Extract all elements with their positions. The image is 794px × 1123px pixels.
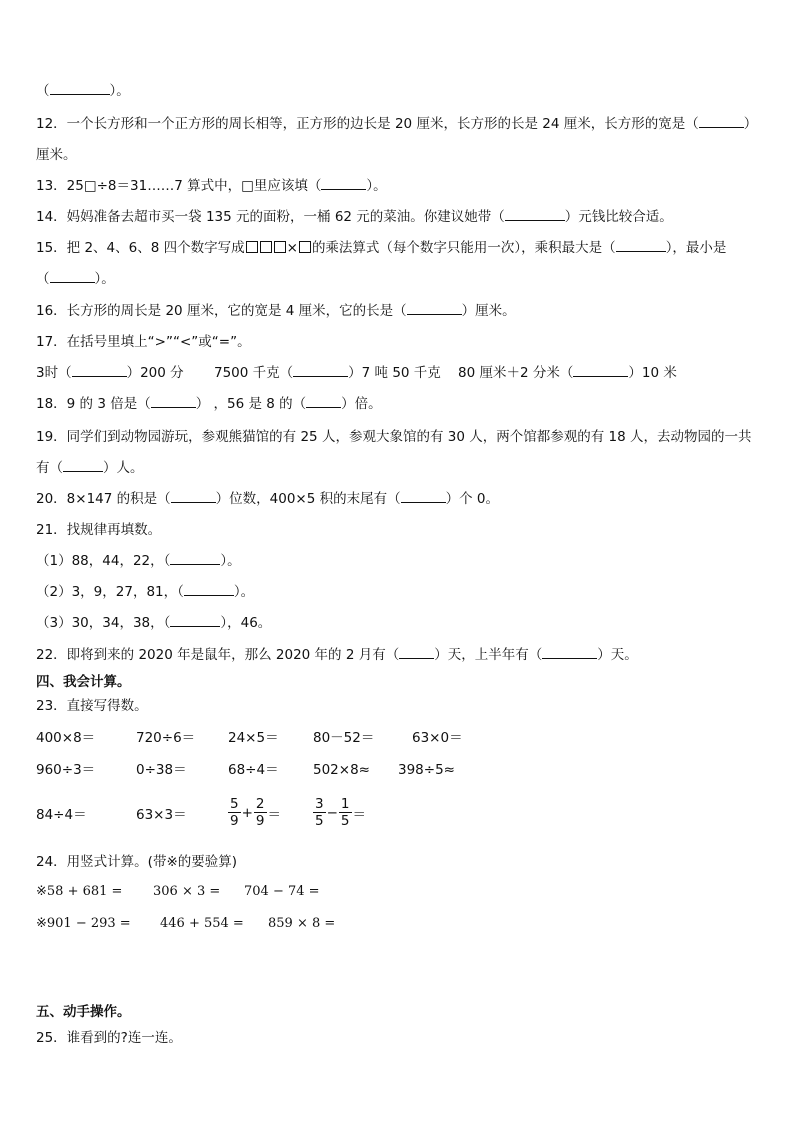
box-square-icon [299, 241, 311, 253]
question-20 [36, 490, 499, 508]
question-18 [36, 395, 382, 413]
answer-blank[interactable] [573, 364, 628, 377]
question-15-line2 [36, 270, 115, 288]
equals: ＝ [267, 806, 281, 823]
fraction-expression-1 [228, 796, 282, 829]
question-text: 厘米。 [36, 147, 77, 163]
text: ）10 米 [628, 365, 677, 381]
answer-blank[interactable] [407, 302, 462, 315]
answer-blank[interactable] [63, 459, 103, 472]
question-12-line2 [36, 146, 77, 164]
vertical-calc-item: 704 − 74 = [244, 884, 320, 899]
question-19-line2 [36, 459, 144, 477]
question-text: 16．长方形的周长是 20 厘米，它的宽是 4 厘米，它的长是（ [36, 303, 407, 319]
answer-blank[interactable] [699, 115, 744, 128]
calc-item: 24×5＝ [228, 730, 279, 746]
question-21-item-2 [36, 583, 254, 601]
fraction: $\frac{2}{9}$ [255, 796, 265, 829]
text: × [286, 240, 298, 256]
question-22 [36, 646, 638, 664]
calc-item: 502×8≈ [313, 762, 370, 778]
question-text: 19．同学们到动物园游玩，参观熊猫馆的有 25 人，参观大象馆的有 30 人，两个馆都参观的有 18 人，去动物园的一共 [36, 429, 752, 445]
question-text: 25．谁看到的?连一连。 [36, 1030, 182, 1046]
calc-item: 68÷4＝ [228, 762, 279, 778]
answer-blank[interactable] [293, 364, 348, 377]
calc-item: 400×8＝ [36, 730, 96, 746]
question-text: 的乘法算式（每个数字只能用一次），乘积最大是（ [311, 240, 616, 256]
text: ），46。 [220, 615, 272, 631]
answer-blank[interactable] [50, 82, 110, 95]
equals: ＝ [352, 806, 366, 823]
text: ）倍。 [341, 396, 382, 412]
answer-blank[interactable] [171, 490, 216, 503]
question-19 [36, 428, 751, 446]
text: ） [743, 116, 758, 132]
question-text: 18．9 的 3 倍是（ [36, 396, 151, 412]
answer-blank[interactable] [616, 239, 666, 252]
calc-item: 960÷3＝ [36, 762, 96, 778]
q11-tail [36, 82, 130, 100]
question-24 [36, 853, 237, 871]
question-17-item-1 [36, 364, 184, 382]
text: （1）88，44，22，（ [36, 553, 171, 569]
question-21-item-3 [36, 614, 271, 632]
text: ）天，上半年有（ [434, 647, 543, 663]
question-text: 15．把 2、4、6、8 四个数字写成 [36, 240, 245, 256]
answer-blank[interactable] [306, 395, 341, 408]
calc-item: 398÷5≈ [398, 762, 455, 778]
question-23 [36, 697, 148, 715]
calc-item: 0÷38＝ [136, 762, 187, 778]
question-12 [36, 115, 757, 133]
question-21 [36, 521, 161, 539]
answer-blank[interactable] [151, 395, 196, 408]
answer-blank[interactable] [170, 552, 220, 565]
vertical-calc-item: 859 × 8 = [268, 916, 336, 931]
fraction: $\frac{5}{9}$ [230, 796, 239, 829]
text: ）200 分 [126, 365, 184, 381]
question-17 [36, 333, 251, 351]
text: 有（ [36, 460, 63, 476]
text: ）。 [220, 553, 241, 569]
text: ）。 [94, 271, 115, 287]
calc-item: 84÷4＝ [36, 807, 87, 823]
answer-blank[interactable] [399, 646, 434, 659]
text: ）天。 [597, 647, 638, 663]
question-text: 13．25□÷8＝31……7 算式中，□里应该填（ [36, 178, 322, 194]
text: ）厘米。 [461, 303, 516, 319]
vertical-calc-item: 446 + 554 = [160, 916, 244, 931]
text: ）。 [109, 83, 130, 99]
text: （ [36, 83, 50, 99]
question-14 [36, 208, 673, 226]
answer-blank[interactable] [170, 614, 220, 627]
operator: − [326, 804, 338, 821]
question-text: 12．一个长方形和一个正方形的周长相等，正方形的边长是 20 厘米，长方形的长是 24 厘米，长方形的宽是（ [36, 116, 699, 132]
fraction-expression-2 [313, 796, 367, 829]
text: ），最小是 [665, 240, 727, 256]
question-text: 17．在括号里填上“>”“<”或“=”。 [36, 334, 251, 350]
question-25 [36, 1029, 182, 1047]
answer-blank[interactable] [505, 208, 565, 221]
question-text: 21．找规律再填数。 [36, 522, 162, 538]
answer-blank[interactable] [184, 583, 234, 596]
vertical-calc-item: ※58 + 681 = [36, 884, 123, 899]
text: 3时（ [36, 365, 72, 381]
question-15 [36, 239, 726, 257]
text: ）人。 [103, 460, 144, 476]
answer-blank[interactable] [50, 270, 95, 283]
vertical-calc-item: ※901 − 293 = [36, 916, 131, 931]
text: ）个 0。 [445, 491, 499, 507]
text: 80 厘米＋2 分米（ [458, 365, 574, 381]
answer-blank[interactable] [321, 177, 366, 190]
question-text: 20．8×147 的积是（ [36, 491, 171, 507]
text: ）。 [366, 178, 387, 194]
question-17-item-3 [458, 364, 677, 382]
section-heading-4: 四、我会计算。 [36, 674, 131, 690]
box-square-icon [260, 241, 272, 253]
fraction: $\frac{3}{5}$ [315, 796, 324, 829]
text: （ [36, 271, 50, 287]
text: 7500 千克（ [214, 365, 294, 381]
question-text: 23．直接写得数。 [36, 698, 148, 714]
question-21-item-1 [36, 552, 241, 570]
text: ）元钱比较合适。 [564, 209, 673, 225]
text: ）7 吨 50 千克 [348, 365, 441, 381]
answer-blank[interactable] [542, 646, 597, 659]
text: ）位数，400×5 积的末尾有（ [215, 491, 401, 507]
vertical-calc-item: 306 × 3 = [153, 884, 221, 899]
calc-item: 63×3＝ [136, 807, 187, 823]
operator: + [241, 804, 253, 821]
question-17-item-2 [214, 364, 441, 382]
question-16 [36, 302, 516, 320]
fraction: $\frac{1}{5}$ [340, 796, 350, 829]
question-text: 24．用竖式计算。(带※的要验算) [36, 854, 238, 870]
answer-blank[interactable] [72, 364, 127, 377]
question-13 [36, 177, 387, 195]
text: （2）3，9，27，81，（ [36, 584, 184, 600]
text: ）。 [233, 584, 255, 600]
section-heading-5: 五、动手操作。 [36, 1004, 131, 1020]
answer-blank[interactable] [401, 490, 446, 503]
text: （3）30，34，38，（ [36, 615, 171, 631]
box-square-icon [274, 241, 286, 253]
box-square-icon [246, 241, 258, 253]
question-text: 14．妈妈准备去超市买一袋 135 元的面粉，一桶 62 元的菜油。你建议她带（ [36, 209, 505, 225]
question-text: 22．即将到来的 2020 年是鼠年，那么 2020 年的 2 月有（ [36, 647, 400, 663]
text: ） ，56 是 8 的（ [195, 396, 307, 412]
calc-item: 80－52＝ [313, 730, 375, 746]
calc-item: 720÷6＝ [136, 730, 196, 746]
calc-item: 63×0＝ [412, 730, 463, 746]
